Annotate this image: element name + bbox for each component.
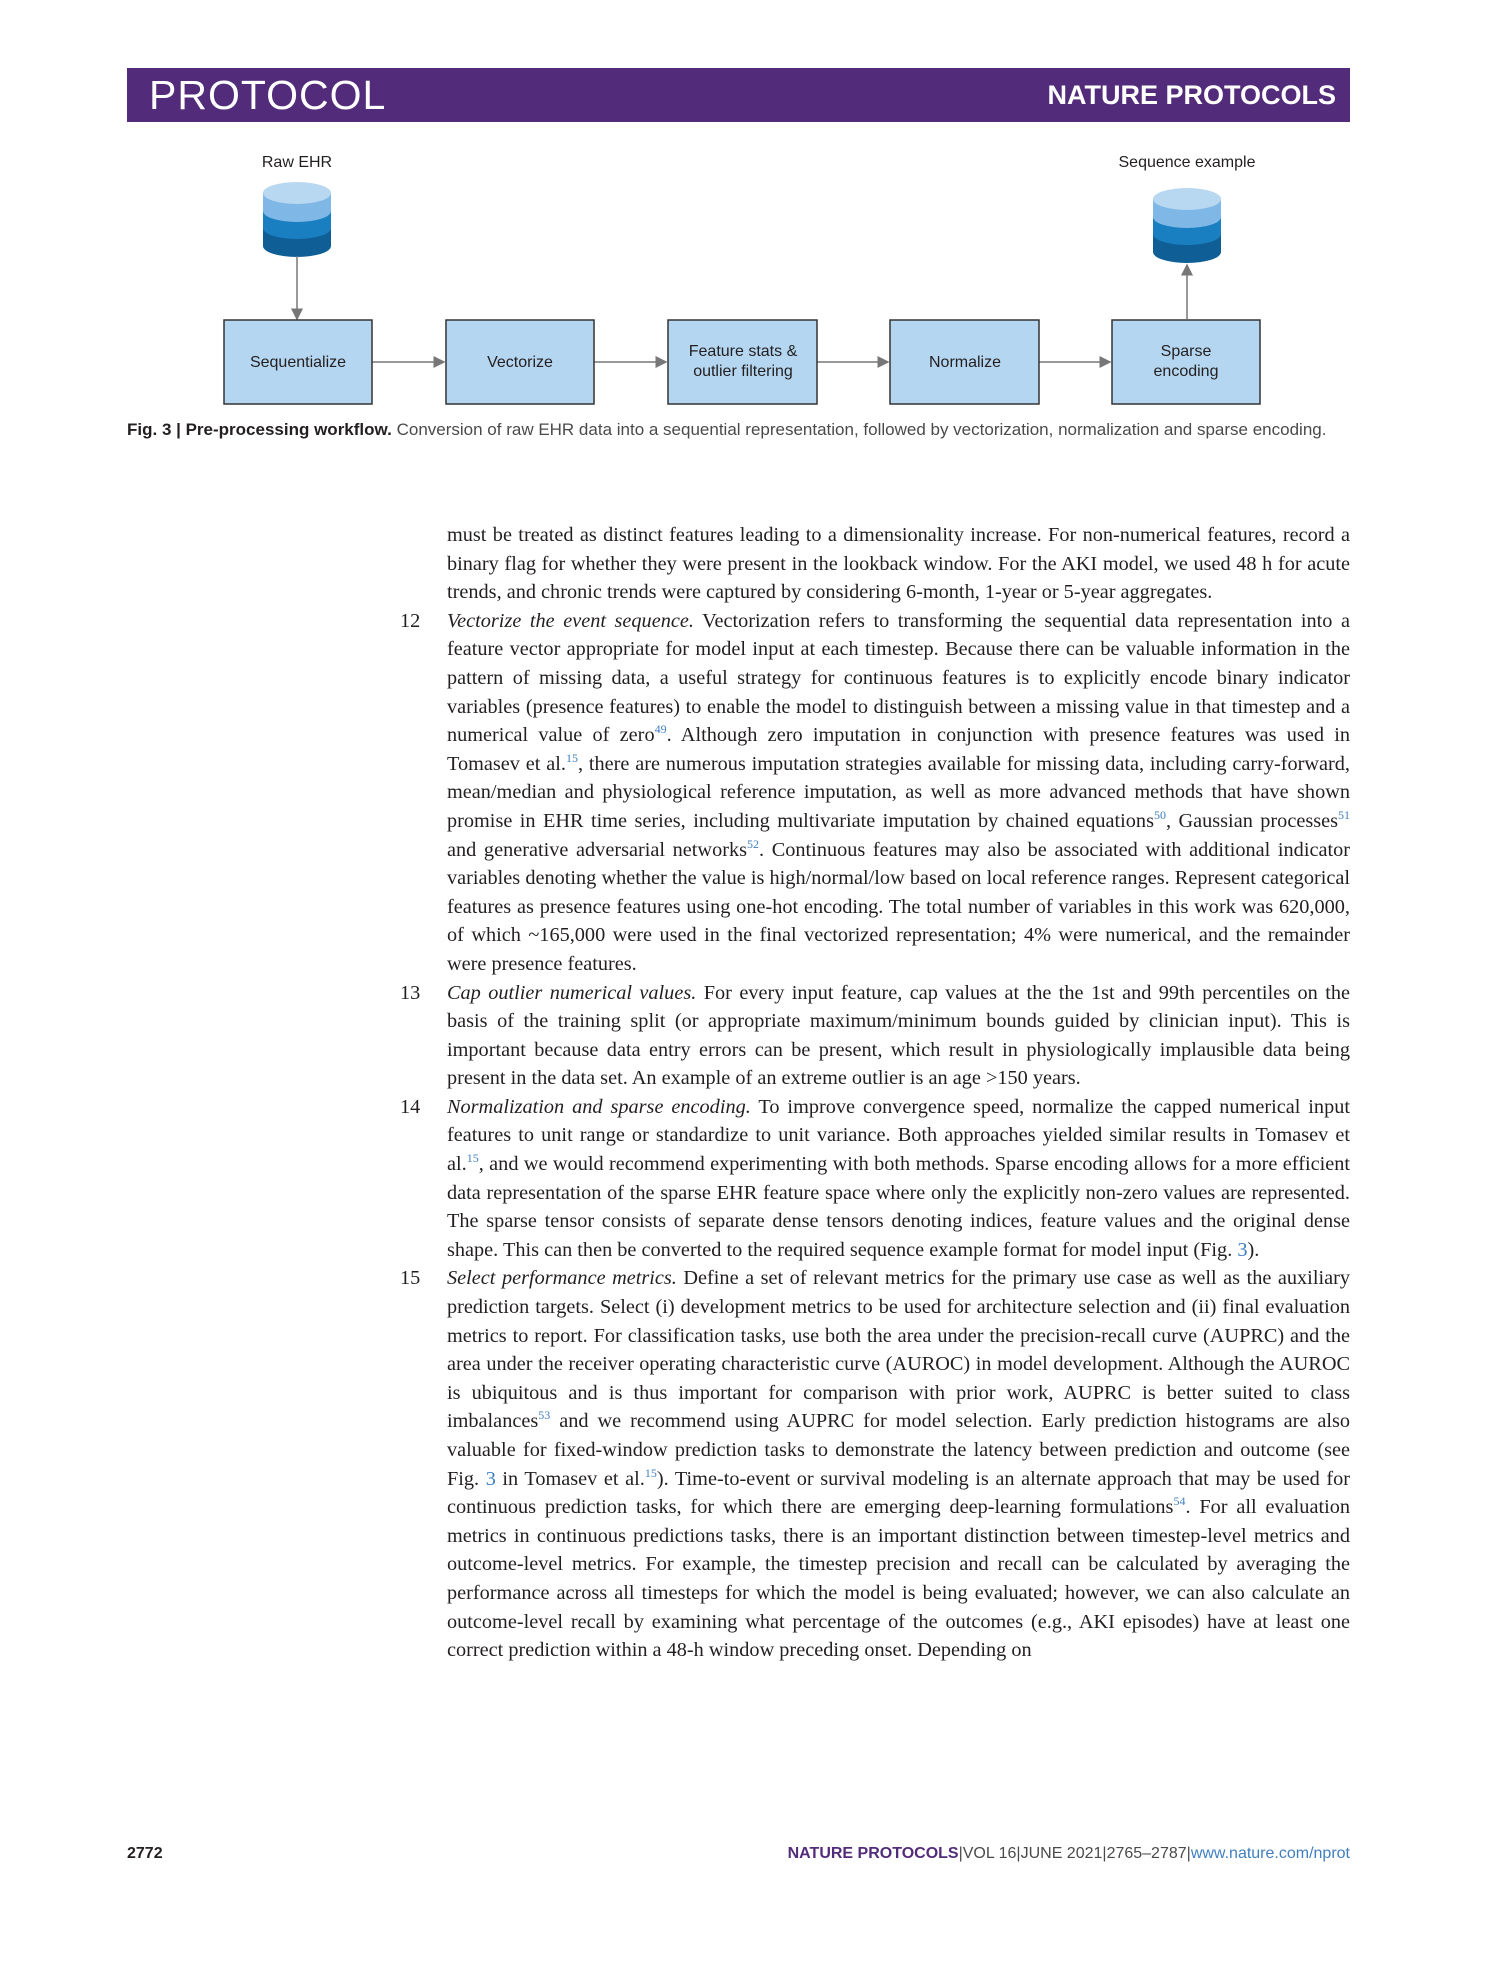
step-15: 15 Select performance metrics. Define a set of relevant metrics for the primary use case as well as the auxiliary prediction targets. Select (i) development metrics to be used for architecture selection and (ii) final evaluation metrics to report. For classification tasks, use both the area under the precision-recall curve (AUPRC) and the area under the receiver operating characteristic curve (AUROC) in model development. Although the AUROC is ubiquitous and is thus important for comparison with prior work, AUPRC is better suited to class imbalances$^{53}$ and we recommend using AUPRC for model selection. Early prediction histograms are also valuable for fixed-window prediction tasks to demonstrate the latency between prediction and outcome (see Fig. 3 in Tomasev et al.$^{15}$). Time-to-event or survival modeling is an alternate approach that may be used for continuous prediction tasks, for which there are emerging deep-learning formulations$^{54}$. For all evaluation metrics in continuous predictions tasks, there is an important distinction between timestep-level metrics and outcome-level metrics. For example, the timestep precision and recall can be calculated by averaging the performance across all timesteps for which the model is being evaluated; however, we can also calculate an outcome-level recall by examining what percentage of the outcomes (e.g., AKI episodes) have at least one correct prediction within a 48-h window preceding onset. Depending on [447, 1264, 1350, 1664]
raw-ehr-database-icon [263, 182, 331, 257]
step-title: Normalization and sparse encoding. [447, 1095, 751, 1118]
reference-link[interactable]: 52 [747, 836, 760, 851]
box-feature-stats [668, 320, 817, 404]
journal-name: NATURE PROTOCOLS [1047, 80, 1336, 110]
figure-link[interactable]: 3 [485, 1467, 496, 1490]
figure-caption [127, 418, 1350, 442]
step-number: 12 [400, 609, 421, 632]
sequence-example-label: Sequence example [1118, 154, 1256, 171]
box-vectorize [446, 320, 594, 404]
continuation-paragraph: must be treated as distinct features leading to a dimensionality increase. For non-numerical features, record a binary flag for whether they were present in the lookback window. For the AKI model, we used 48 h for acute trends, and chronic trends were captured by considering 6-month, 1-year or 5-year aggregates. [447, 524, 1350, 604]
reference-link[interactable]: 15 [565, 750, 578, 765]
sequence-example-database-icon [1153, 188, 1221, 263]
caption-text: Conversion of raw EHR data into a sequential representation, followed by vectorization, normalization and sparse encoding. [396, 420, 1327, 439]
svg-text:Sparse: Sparse [1160, 343, 1212, 360]
figure-link[interactable]: 3 [1237, 1238, 1248, 1261]
reference-link[interactable]: 54 [1173, 1494, 1186, 1509]
svg-text:Normalize: Normalize [928, 354, 1002, 371]
step-number: 14 [400, 1095, 421, 1118]
footer-volume: VOL 16 [962, 1845, 1017, 1862]
step-title: Select performance metrics. [447, 1267, 677, 1290]
footer-journal: NATURE PROTOCOLS [787, 1845, 959, 1862]
raw-ehr-label: Raw EHR [261, 154, 333, 171]
reference-link[interactable]: 49 [654, 722, 667, 737]
step-title: Cap outlier numerical values. [447, 981, 697, 1004]
reference-link[interactable]: 53 [538, 1408, 551, 1423]
box-normalize [890, 320, 1039, 404]
box-sequentialize [224, 320, 372, 404]
svg-text:outlier filtering: outlier filtering [693, 363, 793, 380]
svg-text:Vectorize: Vectorize [487, 354, 553, 371]
footer-date: JUNE 2021 [1020, 1845, 1103, 1862]
step-title: Vectorize the event sequence. [447, 609, 694, 632]
step-number: 13 [400, 981, 421, 1004]
reference-link[interactable]: 15 [466, 1151, 479, 1166]
body-text [400, 521, 1351, 1665]
footer-url-link[interactable]: www.nature.com/nprot [1190, 1845, 1350, 1862]
reference-link[interactable]: 51 [1338, 807, 1350, 822]
box-sparse-encoding [1112, 320, 1260, 404]
reference-link[interactable]: 50 [1153, 807, 1166, 822]
svg-text:encoding: encoding [1153, 363, 1219, 380]
svg-text:Feature stats &: Feature stats & [688, 343, 798, 360]
reference-link[interactable]: 15 [644, 1465, 657, 1480]
step-14: 14 Normalization and sparse encoding. To improve convergence speed, normalize the capped numerical input features to unit range or standardize to unit variance. Both approaches yielded similar results in Tomasev et al.$^{15}$, and we would recommend experimenting with both methods. Sparse encoding allows for a more efficient data representation of the sparse EHR feature space where only the explicitly non-zero values are represented. The sparse tensor consists of separate dense tensors denoting indices, feature values and the original dense shape. This can then be converted to the required sequence example format for model input (Fig. 3). [447, 1093, 1350, 1265]
section-label: PROTOCOL [149, 72, 387, 118]
caption-label: Fig. 3 | Pre-processing workflow. [127, 420, 392, 439]
step-12: 12 Vectorize the event sequence. Vectorization refers to transforming the sequential data representation into a feature vector appropriate for model input at each timestep. Because there can be valuable information in the pattern of missing data, a useful strategy for continuous features is to explicitly encode binary indicator variables (presence features) to enable the model to distinguish between a missing value in that timestep and a numerical value of zero$^{49}$. Although zero imputation in conjunction with presence features was used in Tomasev et al.$^{15}$, there are numerous imputation strategies available for missing data, including carry-forward, mean/median and physiological reference imputation, as well as more advanced methods that have shown promise in EHR time series, including multivariate imputation by chained equations$^{50}$, Gaussian processes$^{51}$ and generative adversarial networks$^{52}$. Continuous features may also be associated with additional indicator variables denoting whether the value is high/normal/low based on local reference ranges. Represent categorical features as presence features using one-hot encoding. The total number of variables in this work was 620,000, of which ~165,000 were used in the final vectorized representation; 4% were numerical, and the remainder were presence features. [447, 607, 1350, 979]
step-13: 13 Cap outlier numerical values. For every input feature, cap values at the the 1st and 99th percentiles on the basis of the training split (or appropriate maximum/minimum bounds guided by clinician input). This is important because data entry errors can be present, which result in physiologically implausible data being present in the data set. An example of an extreme outlier is an age >150 years. [447, 979, 1350, 1093]
footer-citation: NATURE PROTOCOLS|VOL 16|JUNE 2021|2765–2787|www.nature.com/nprot [787, 1845, 1350, 1862]
svg-text:Sequentialize: Sequentialize [249, 354, 347, 371]
page-number: 2772 [127, 1845, 163, 1862]
footer-pages: 2765–2787 [1106, 1845, 1187, 1862]
preprocessing-workflow-figure [0, 0, 1489, 420]
step-number: 15 [400, 1267, 421, 1290]
